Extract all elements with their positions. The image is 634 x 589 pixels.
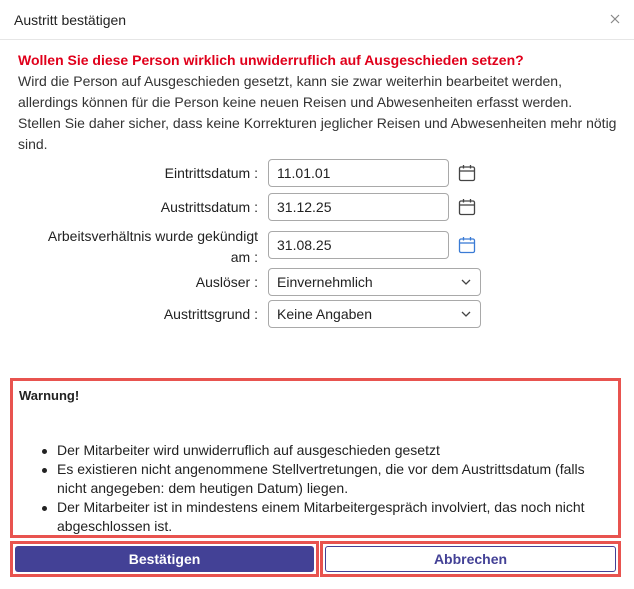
chevron-down-icon bbox=[460, 308, 472, 320]
gekuendigt-am-label bbox=[48, 226, 258, 268]
eintrittsdatum-input[interactable] bbox=[268, 159, 449, 187]
austrittsdatum-label: Austrittsdatum : bbox=[160, 199, 258, 215]
cancel-button-frame bbox=[320, 541, 621, 577]
calendar-icon[interactable] bbox=[458, 164, 476, 182]
gekuendigt-am-value: 31.08.25 bbox=[277, 237, 332, 253]
gekuendigt-am-input[interactable] bbox=[268, 231, 449, 259]
austrittsgrund-select[interactable] bbox=[268, 300, 481, 328]
calendar-icon[interactable] bbox=[458, 198, 476, 216]
ausloeser-select[interactable] bbox=[268, 268, 481, 296]
ausloeser-label: Auslöser : bbox=[195, 274, 258, 290]
warning-list bbox=[19, 441, 615, 536]
close-icon[interactable] bbox=[608, 12, 622, 26]
warning-item: Der Mitarbeiter wird unwiderruflich auf ausgeschieden gesetzt bbox=[19, 441, 615, 460]
confirmation-explanation: Wird die Person auf Ausgeschieden gesetzt, kann sie zwar weiterhin bearbeitet werden, allerdings können für die Person keine neuen Reisen und Abwesenheiten erfasst werden. Stellen Sie daher sicher, dass keine Korrekturen jeglicher Reisen und Abwesenheiten mehr nötig sind. bbox=[18, 73, 617, 152]
dialog-title: Austritt bestätigen bbox=[14, 12, 127, 28]
gekuendigt-am-label-line1: Arbeitsverhältnis wurde gekündigt bbox=[47, 228, 258, 244]
confirmation-question: Wollen Sie diese Person wirklich unwiderruflich auf Ausgeschieden setzen? bbox=[18, 52, 524, 68]
chevron-down-icon bbox=[460, 276, 472, 288]
gekuendigt-am-label-line2: am : bbox=[230, 249, 258, 265]
cancel-button[interactable]: Abbrechen bbox=[325, 546, 616, 572]
austrittsdatum-input[interactable] bbox=[268, 193, 449, 221]
confirm-button[interactable]: Bestätigen bbox=[15, 546, 314, 572]
austrittsgrund-value: Keine Angaben bbox=[277, 306, 372, 322]
warning-title: Warnung! bbox=[19, 388, 80, 403]
warning-box bbox=[10, 378, 621, 538]
confirm-button-frame bbox=[10, 541, 319, 577]
intro-text bbox=[18, 50, 618, 155]
eintrittsdatum-label: Eintrittsdatum : bbox=[164, 165, 258, 181]
dialog-titlebar bbox=[0, 0, 634, 40]
eintrittsdatum-value: 11.01.01 bbox=[277, 165, 331, 181]
austrittsgrund-label: Austrittsgrund : bbox=[163, 306, 258, 322]
warning-item: Der Mitarbeiter ist in mindestens einem Mitarbeitergespräch involviert, das noch nicht abgeschlossen ist. bbox=[19, 498, 615, 536]
ausloeser-value: Einvernehmlich bbox=[277, 274, 373, 290]
calendar-icon[interactable] bbox=[458, 236, 476, 254]
warning-item: Es existieren nicht angenommene Stellvertretungen, die vor dem Austrittsdatum (falls nicht angegeben: dem heutigen Datum) liegen. bbox=[19, 460, 615, 498]
austrittsdatum-value: 31.12.25 bbox=[277, 199, 332, 215]
